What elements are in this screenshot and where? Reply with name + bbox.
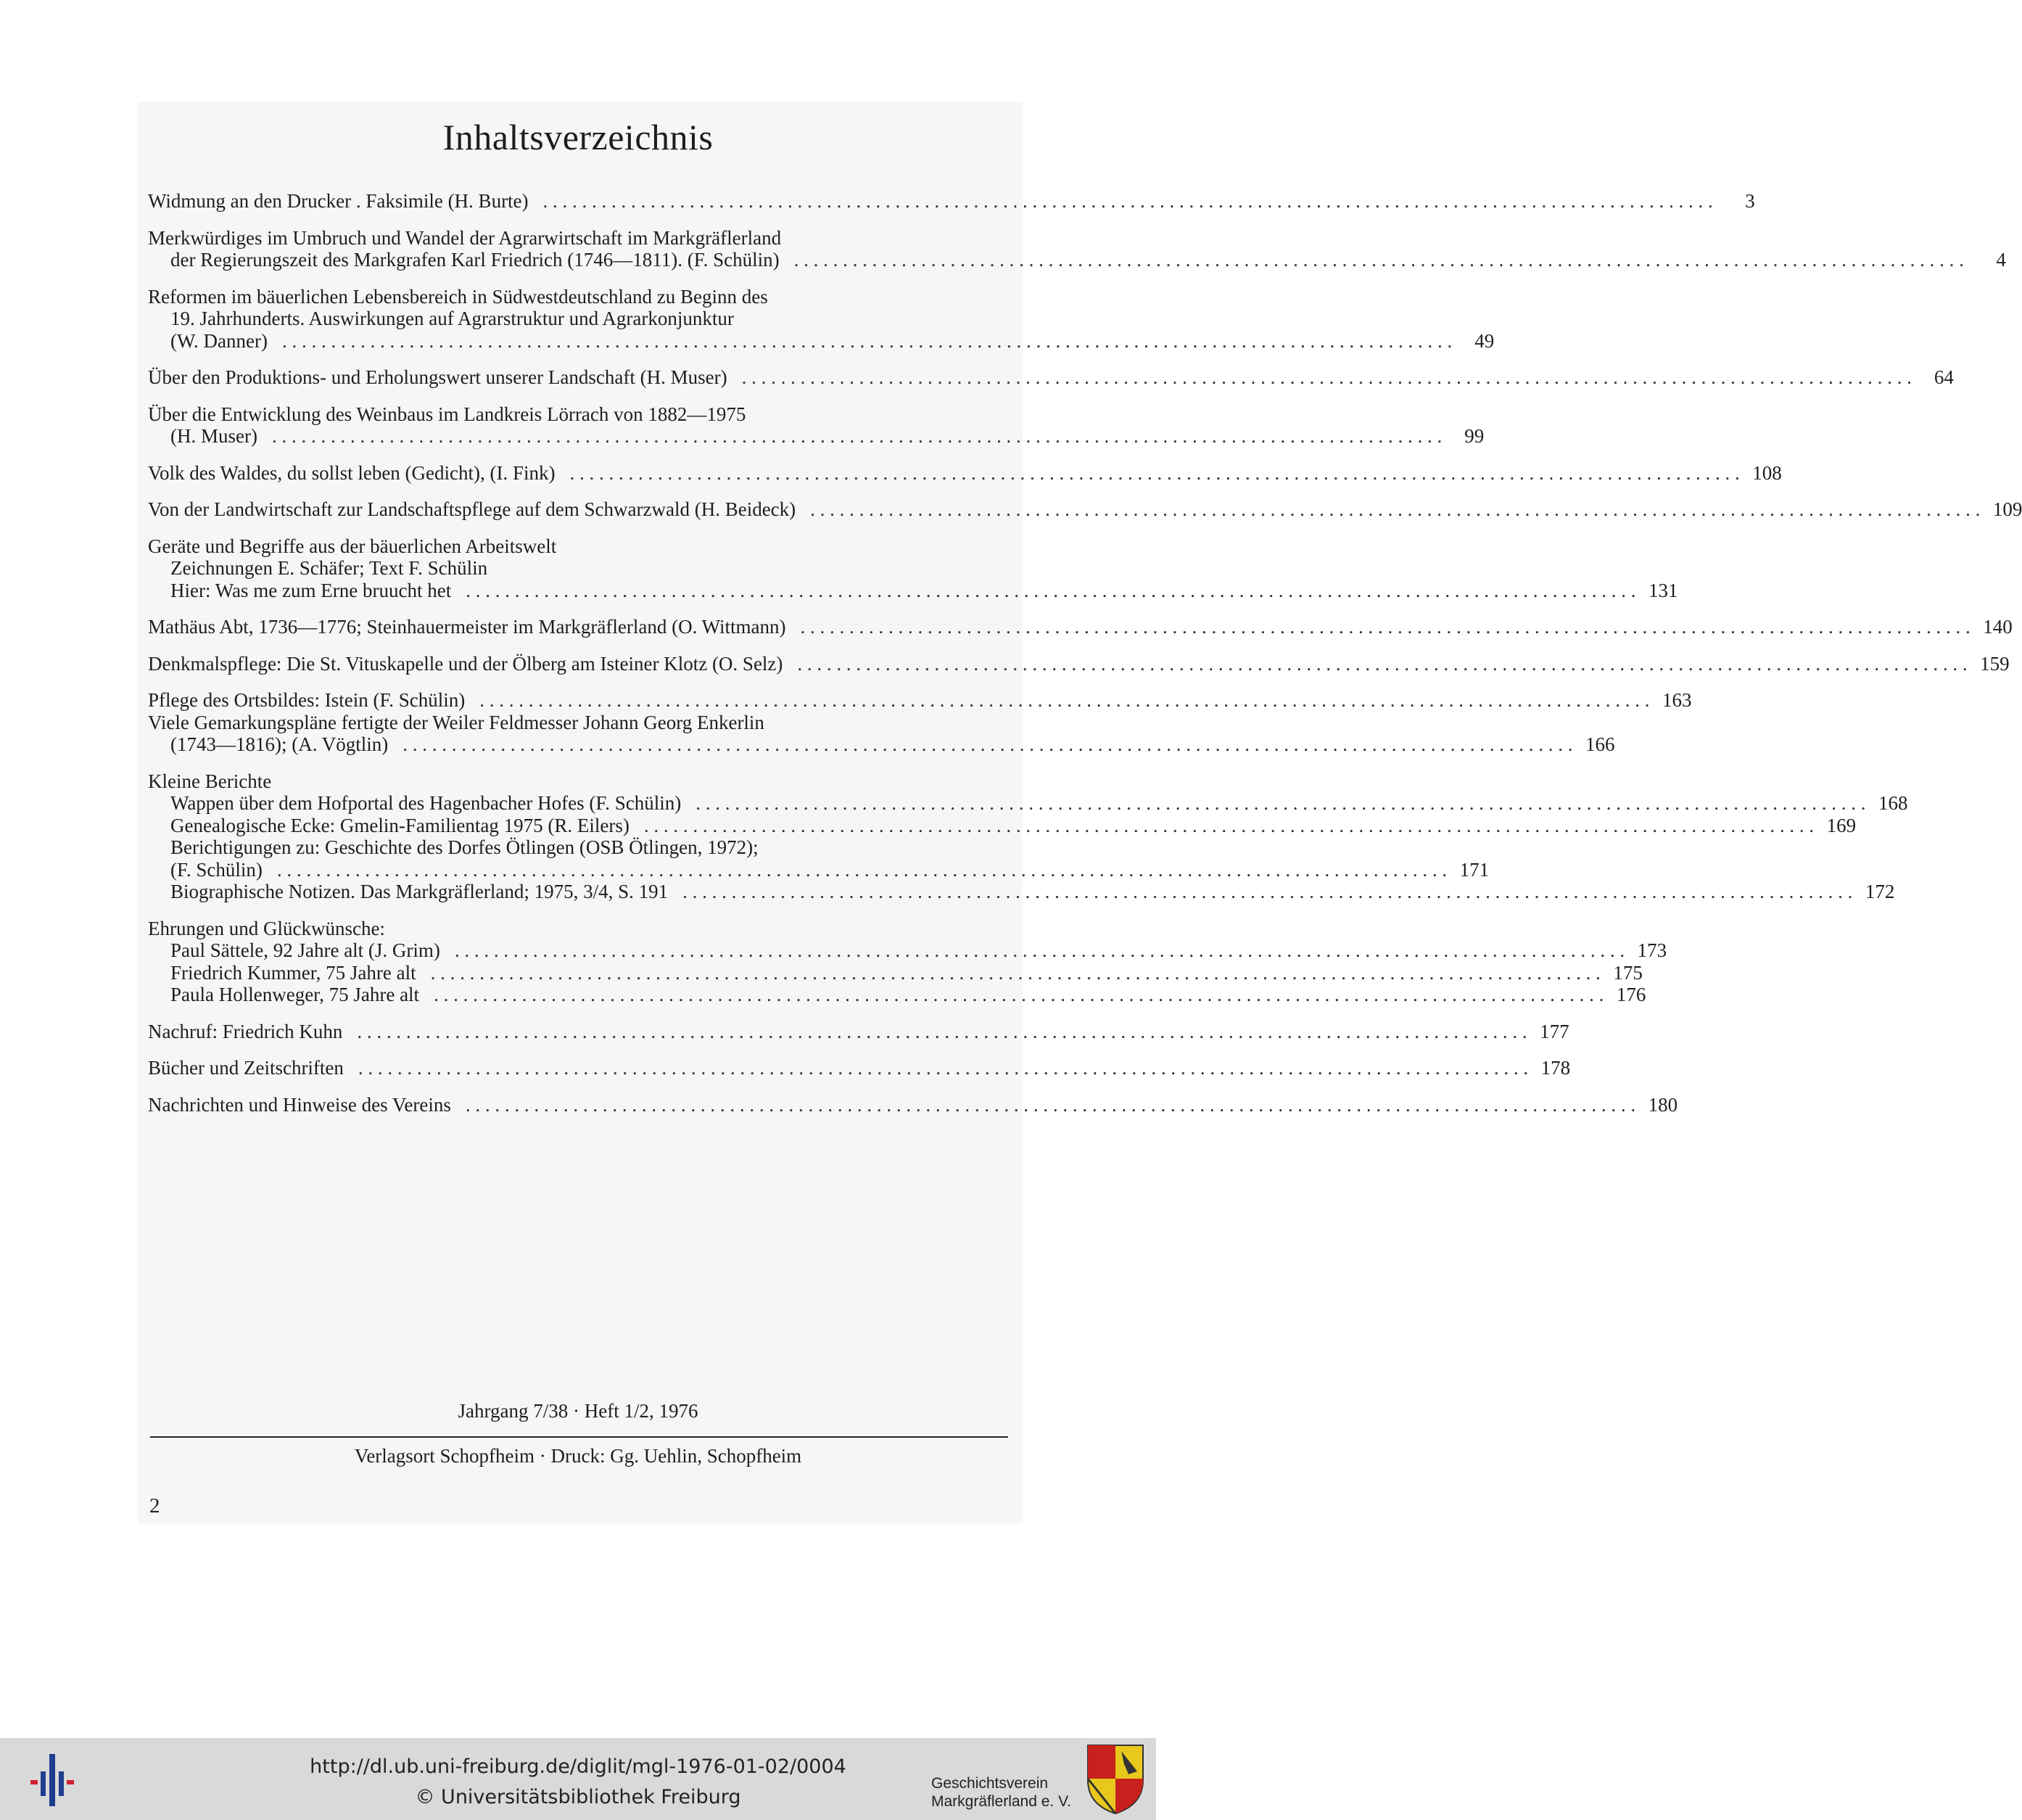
toc-line-text: 19. Jahrhunderts. Auswirkungen auf Agrarstruktur und Agrarkonjunktur [170, 308, 734, 329]
toc-line [148, 1020, 1569, 1043]
dot-leader: . . . . . . . . . . . . . . . . . . . . . . . . . . . . . . . . . . . . . . . . . . . . . . . . . . . . . . . . . . . . . . . . . . . . . . . . . . . . . . . . . . . . . . . . . . . . . . . . . . . . . . . . . . . . . . . . . . . . . . . . [403, 733, 1573, 755]
toc-line-text: Paula Hollenweger, 75 Jahre alt [170, 984, 420, 1005]
toc-line-text: Merkwürdiges im Umbruch und Wandel der Agrarwirtschaft im Markgräflerland [148, 226, 782, 249]
toc-line [148, 984, 1646, 1006]
toc-line [148, 498, 2022, 521]
toc-page-number: 4 [1996, 249, 2006, 271]
toc-line-text: Nachrichten und Hinweise des Vereins [148, 1093, 451, 1116]
divider [150, 1436, 1008, 1438]
toc-line [148, 1057, 1571, 1079]
page-title: Inhaltsverzeichnis [442, 117, 714, 157]
toc-line [148, 190, 1755, 213]
dot-leader: . . . . . . . . . . . . . . . . . . . . . . . . . . . . . . . . . . . . . . . . . . . . . . . . . . . . . . . . . . . . . . . . . . . . . . . . . . . . . . . . . . . . . . . . . . . . . . . . . . . . . . . . . . . . . . . . . . . . . . . . [465, 1093, 1636, 1116]
toc-line [148, 858, 1490, 881]
toc-line-text: Berichtigungen zu: Geschichte des Dorfes Ötlingen (OSB Ötlingen, 1972); [170, 836, 759, 858]
dot-leader: . . . . . . . . . . . . . . . . . . . . . . . . . . . . . . . . . . . . . . . . . . . . . . . . . . . . . . . . . . . . . . . . . . . . . . . . . . . . . . . . . . . . . . . . . . . . . . . . . . . . . . . . . . . . . . . . . . . . . . . . [358, 1057, 1529, 1079]
dot-leader: . . . . . . . . . . . . . . . . . . . . . . . . . . . . . . . . . . . . . . . . . . . . . . . . . . . . . . . . . . . . . . . . . . . . . . . . . . . . . . . . . . . . . . . . . . . . . . . . . . . . . . . . . . . . . . . . . . . . . . . . [271, 425, 1443, 447]
toc-line [148, 792, 1908, 815]
toc-entry [148, 1057, 1571, 1079]
toc-entry [148, 652, 2010, 675]
toc-page-number: 172 [1865, 881, 1895, 902]
dot-leader: . . . . . . . . . . . . . . . . . . . . . . . . . . . . . . . . . . . . . . . . . . . . . . . . . . . . . . . . . . . . . . . . . . . . . . . . . . . . . . . . . . . . . . . . . . . . . . . . . . . . . . . . . . . . . . . . . . . . . . . . [454, 939, 1625, 961]
table-of-contents [148, 190, 2022, 1130]
toc-page-number: 178 [1540, 1057, 1571, 1079]
toc-entry [148, 403, 1485, 448]
dot-leader: . . . . . . . . . . . . . . . . . . . . . . . . . . . . . . . . . . . . . . . . . . . . . . . . . . . . . . . . . . . . . . . . . . . . . . . . . . . . . . . . . . . . . . . . . . . . . . . . . . . . . . . . . . . . . . . . . . . . . . . . [276, 858, 1448, 881]
dot-leader: . . . . . . . . . . . . . . . . . . . . . . . . . . . . . . . . . . . . . . . . . . . . . . . . . . . . . . . . . . . . . . . . . . . . . . . . . . . . . . . . . . . . . . . . . . . . . . . . . . . . . . . . . . . . . . . . . . . . . . . . [793, 249, 1964, 271]
toc-page-number: 176 [1616, 984, 1646, 1005]
toc-page-number: 99 [1464, 425, 1485, 447]
toc-entry [148, 366, 1954, 389]
toc-line [148, 535, 1007, 558]
viewer-footer [0, 1738, 1156, 1820]
toc-entry [148, 917, 1667, 1006]
dot-leader: . . . . . . . . . . . . . . . . . . . . . . . . . . . . . . . . . . . . . . . . . . . . . . . . . . . . . . . . . . . . . . . . . . . . . . . . . . . . . . . . . . . . . . . . . . . . . . . . . . . . . . . . . . . . . . . . . . . . . . . . [797, 652, 1968, 675]
toc-entry [148, 461, 1782, 485]
toc-page-number: 49 [1474, 329, 1495, 352]
toc-line-text: Über die Entwicklung des Weinbaus im Landkreis Lörrach von 1882—1975 [148, 403, 746, 425]
toc-line-text: Bücher und Zeitschriften [148, 1057, 344, 1079]
toc-page-number: 109 [1992, 498, 2022, 520]
toc-page-number: 108 [1752, 461, 1782, 484]
dot-leader: . . . . . . . . . . . . . . . . . . . . . . . . . . . . . . . . . . . . . . . . . . . . . . . . . . . . . . . . . . . . . . . . . . . . . . . . . . . . . . . . . . . . . . . . . . . . . . . . . . . . . . . . . . . . . . . . . . . . . . . . [800, 616, 1971, 638]
toc-page-number: 166 [1585, 733, 1615, 755]
toc-page-number: 169 [1826, 814, 1857, 836]
toc-line-text: Widmung an den Drucker . Faksimile (H. Burte) [148, 190, 529, 212]
toc-line-text: (H. Muser) [170, 425, 257, 447]
toc-line [148, 366, 1954, 389]
toc-line-text: der Regierungszeit des Markgrafen Karl Friedrich (1746—1811). (F. Schülin) [170, 249, 780, 271]
toc-entry [148, 1020, 1569, 1043]
toc-line-text: Friedrich Kummer, 75 Jahre alt [170, 961, 416, 984]
dot-leader: . . . . . . . . . . . . . . . . . . . . . . . . . . . . . . . . . . . . . . . . . . . . . . . . . . . . . . . . . . . . . . . . . . . . . . . . . . . . . . . . . . . . . . . . . . . . . . . . . . . . . . . . . . . . . . . . . . . . . . . . [696, 792, 1866, 814]
toc-line [148, 836, 1007, 859]
toc-line [148, 329, 1495, 353]
toc-page-number: 159 [1980, 652, 2010, 675]
toc-page-number: 131 [1648, 579, 1678, 601]
toc-line-text: Denkmalspflege: Die St. Vituskapelle und der Ölberg am Isteiner Klotz (O. Selz) [148, 652, 783, 675]
toc-line [148, 918, 1007, 940]
toc-page-number: 64 [1934, 366, 1954, 388]
toc-line-text: Geräte und Begriffe aus der bäuerlichen Arbeitswelt [148, 535, 557, 557]
toc-line-text: Wappen über dem Hofportal des Hagenbacher Hofes (F. Schülin) [170, 792, 682, 814]
toc-entry [148, 190, 1755, 213]
toc-entry [148, 285, 1495, 353]
toc-line [148, 557, 1007, 580]
toc-page-number: 177 [1540, 1020, 1569, 1042]
toc-page-number: 168 [1878, 792, 1908, 814]
page-number: 2 [149, 1494, 160, 1518]
toc-page-number: 3 [1745, 190, 1755, 212]
toc-entry [148, 1093, 1678, 1116]
toc-page-number: 163 [1662, 689, 1692, 711]
toc-line-text: Reformen im bäuerlichen Lebensbereich in Südwestdeutschland zu Beginn des [148, 285, 768, 308]
document-url[interactable]: http://dl.ub.uni-freiburg.de/diglit/mgl-1976-01-02/0004 [310, 1755, 846, 1778]
dot-leader: . . . . . . . . . . . . . . . . . . . . . . . . . . . . . . . . . . . . . . . . . . . . . . . . . . . . . . . . . . . . . . . . . . . . . . . . . . . . . . . . . . . . . . . . . . . . . . . . . . . . . . . . . . . . . . . . . . . . . . . . [542, 190, 1713, 212]
dot-leader: . . . . . . . . . . . . . . . . . . . . . . . . . . . . . . . . . . . . . . . . . . . . . . . . . . . . . . . . . . . . . . . . . . . . . . . . . . . . . . . . . . . . . . . . . . . . . . . . . . . . . . . . . . . . . . . . . . . . . . . . [281, 329, 1453, 352]
organization-name [931, 1774, 1071, 1811]
toc-line-text: Genealogische Ecke: Gmelin-Familientag 1975 (R. Eilers) [170, 814, 630, 836]
toc-line [148, 227, 1007, 250]
toc-line-text: Viele Gemarkungspläne fertigte der Weiler Feldmesser Johann Georg Enkerlin [148, 711, 764, 733]
toc-line [148, 308, 1007, 330]
toc-entry [148, 770, 1908, 903]
toc-entry [148, 226, 2006, 271]
toc-line [148, 939, 1667, 962]
toc-entry [148, 498, 2022, 521]
dot-leader: . . . . . . . . . . . . . . . . . . . . . . . . . . . . . . . . . . . . . . . . . . . . . . . . . . . . . . . . . . . . . . . . . . . . . . . . . . . . . . . . . . . . . . . . . . . . . . . . . . . . . . . . . . . . . . . . . . . . . . . . [479, 689, 1650, 711]
toc-line [148, 881, 1895, 903]
issue-info: Jahrgang 7/38 · Heft 1/2, 1976 [458, 1400, 698, 1422]
toc-line [148, 1093, 1678, 1116]
toc-page-number: 180 [1648, 1093, 1678, 1116]
toc-entry [148, 535, 1678, 602]
toc-line-text: Paul Sättele, 92 Jahre alt (J. Grim) [170, 939, 440, 961]
toc-line [148, 814, 1857, 837]
toc-line-text: Über den Produktions- und Erholungswert unserer Landschaft (H. Muser) [148, 366, 727, 388]
toc-line [148, 770, 1007, 793]
dot-leader: . . . . . . . . . . . . . . . . . . . . . . . . . . . . . . . . . . . . . . . . . . . . . . . . . . . . . . . . . . . . . . . . . . . . . . . . . . . . . . . . . . . . . . . . . . . . . . . . . . . . . . . . . . . . . . . . . . . . . . . . [430, 961, 1601, 984]
toc-line [148, 403, 1007, 426]
toc-line [148, 733, 1615, 756]
dot-leader: . . . . . . . . . . . . . . . . . . . . . . . . . . . . . . . . . . . . . . . . . . . . . . . . . . . . . . . . . . . . . . . . . . . . . . . . . . . . . . . . . . . . . . . . . . . . . . . . . . . . . . . . . . . . . . . . . . . . . . . . [682, 881, 1853, 902]
toc-line-text: Ehrungen und Glückwünsche: [148, 917, 385, 939]
toc-line-text: Volk des Waldes, du sollst leben (Gedicht), (I. Fink) [148, 461, 556, 484]
toc-page-number: 173 [1637, 939, 1667, 961]
toc-line-text: Von der Landwirtschaft zur Landschaftspflege auf dem Schwarzwald (H. Beideck) [148, 498, 796, 520]
toc-page-number: 171 [1459, 858, 1490, 881]
toc-line [148, 689, 1692, 712]
dot-leader: . . . . . . . . . . . . . . . . . . . . . . . . . . . . . . . . . . . . . . . . . . . . . . . . . . . . . . . . . . . . . . . . . . . . . . . . . . . . . . . . . . . . . . . . . . . . . . . . . . . . . . . . . . . . . . . . . . . . . . . . [466, 579, 1636, 601]
toc-entry [148, 689, 1692, 756]
toc-line [148, 652, 2010, 675]
toc-line [148, 961, 1643, 984]
toc-line-text: (1743—1816); (A. Vögtlin) [170, 733, 389, 755]
organization-name-line1: Geschichtsverein [931, 1775, 1049, 1792]
toc-line [148, 425, 1485, 448]
toc-line-text: Kleine Berichte [148, 770, 272, 792]
toc-page-number: 175 [1613, 961, 1643, 984]
toc-line-text: Zeichnungen E. Schäfer; Text F. Schülin [170, 557, 488, 579]
toc-line [148, 712, 1007, 734]
toc-entry [148, 616, 2013, 638]
toc-line [148, 286, 1007, 308]
dot-leader: . . . . . . . . . . . . . . . . . . . . . . . . . . . . . . . . . . . . . . . . . . . . . . . . . . . . . . . . . . . . . . . . . . . . . . . . . . . . . . . . . . . . . . . . . . . . . . . . . . . . . . . . . . . . . . . . . . . . . . . . [810, 498, 1981, 520]
dot-leader: . . . . . . . . . . . . . . . . . . . . . . . . . . . . . . . . . . . . . . . . . . . . . . . . . . . . . . . . . . . . . . . . . . . . . . . . . . . . . . . . . . . . . . . . . . . . . . . . . . . . . . . . . . . . . . . . . . . . . . . . [741, 366, 1912, 388]
toc-line [148, 579, 1678, 602]
toc-line [148, 249, 2006, 271]
organization-name-line2: Markgräflerland e. V. [931, 1793, 1071, 1810]
dot-leader: . . . . . . . . . . . . . . . . . . . . . . . . . . . . . . . . . . . . . . . . . . . . . . . . . . . . . . . . . . . . . . . . . . . . . . . . . . . . . . . . . . . . . . . . . . . . . . . . . . . . . . . . . . . . . . . . . . . . . . . . [357, 1020, 1527, 1042]
toc-line-text: Pflege des Ortsbildes: Istein (F. Schülin) [148, 689, 466, 711]
toc-line [148, 461, 1782, 485]
toc-line-text: Nachruf: Friedrich Kuhn [148, 1020, 343, 1042]
coat-of-arms-icon[interactable] [1085, 1742, 1146, 1815]
toc-line-text: (W. Danner) [170, 329, 268, 352]
dot-leader: . . . . . . . . . . . . . . . . . . . . . . . . . . . . . . . . . . . . . . . . . . . . . . . . . . . . . . . . . . . . . . . . . . . . . . . . . . . . . . . . . . . . . . . . . . . . . . . . . . . . . . . . . . . . . . . . . . . . . . . . [643, 814, 1815, 836]
toc-line-text: Mathäus Abt, 1736—1776; Steinhauermeister im Markgräflerland (O. Wittmann) [148, 616, 786, 638]
toc-page-number: 140 [1983, 616, 2013, 638]
dot-leader: . . . . . . . . . . . . . . . . . . . . . . . . . . . . . . . . . . . . . . . . . . . . . . . . . . . . . . . . . . . . . . . . . . . . . . . . . . . . . . . . . . . . . . . . . . . . . . . . . . . . . . . . . . . . . . . . . . . . . . . . [569, 461, 1740, 484]
toc-line [148, 616, 2013, 638]
publisher-info: Verlagsort Schopfheim · Druck: Gg. Uehlin, Schopfheim [354, 1445, 802, 1467]
toc-line-text: Hier: Was me zum Erne bruucht het [170, 579, 452, 601]
copyright-notice: © Universitätsbibliothek Freiburg [415, 1786, 741, 1808]
dot-leader: . . . . . . . . . . . . . . . . . . . . . . . . . . . . . . . . . . . . . . . . . . . . . . . . . . . . . . . . . . . . . . . . . . . . . . . . . . . . . . . . . . . . . . . . . . . . . . . . . . . . . . . . . . . . . . . . . . . . . . . . [434, 984, 1604, 1005]
toc-line-text: Biographische Notizen. Das Markgräflerland; 1975, 3/4, S. 191 [170, 881, 669, 902]
toc-line-text: (F. Schülin) [170, 858, 263, 881]
